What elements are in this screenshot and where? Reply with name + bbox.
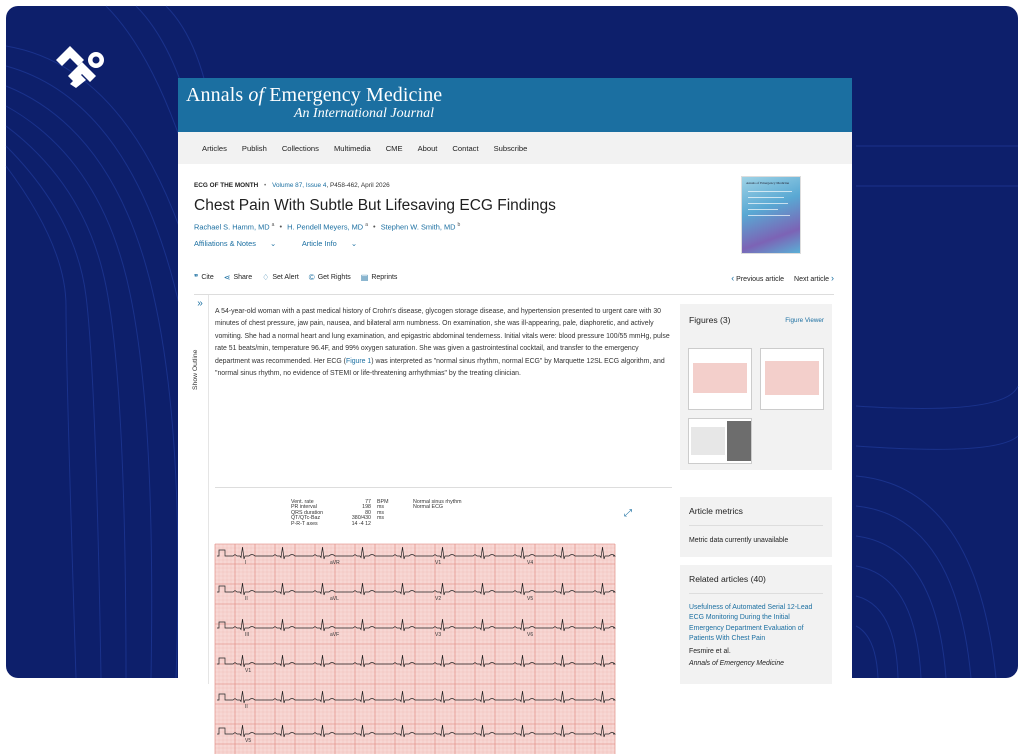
- ecg-measure-labels: [291, 500, 323, 527]
- affiliations-toggle[interactable]: [194, 239, 288, 248]
- ecg-lead-label: I: [245, 560, 247, 566]
- author-affiliation-mark: b: [457, 222, 461, 228]
- thumbnail-image: [727, 421, 751, 461]
- cover-line: [748, 203, 788, 204]
- ecg-lead-label: aVR: [330, 560, 340, 566]
- article-section: ECG OF THE MONTH: [194, 182, 259, 189]
- volume-link[interactable]: Volume 87, Issue 4: [272, 182, 327, 189]
- author-link[interactable]: Stephen W. Smith, MD: [380, 222, 456, 232]
- nav-cme[interactable]: CME: [385, 143, 403, 153]
- ecg-value: 14 -4 12: [351, 520, 371, 527]
- ecg-figure[interactable]: [215, 500, 635, 750]
- chevron-right-icon: ›: [831, 273, 834, 283]
- nav-collections[interactable]: Collections: [281, 143, 319, 153]
- figure-thumbnail[interactable]: [688, 348, 752, 410]
- thumbnail-ecg: [765, 361, 819, 395]
- article-content: [178, 164, 852, 744]
- journal-title-part2: Emergency Medicine: [264, 84, 443, 106]
- abstract-text: A 54-year-old woman with a past medical history of Crohn's disease, glycogen storage disease, and hypertension presented to urgent care with 30 minutes of chest pressure, jaw pain, nausea, and bilateral arm numbness. On examination, she was ill-appearing, pale, diaphoretic, and actively vomiting. She had a normal heart and lung examination, and epigastric abdominal tenderness. Initial vitals were: blood pressure 100/55 mmHg, pulse rate 51 beats/min, temperature 96.4F, and 99% oxygen saturation. She was given a gastrointestinal cocktail, and transfer to the emergency department was recommended. Her ECG (: [215, 308, 670, 365]
- ecg-lead-label: II: [245, 704, 248, 710]
- figure-thumbnail[interactable]: [688, 418, 752, 464]
- quote-icon: ❞: [194, 273, 199, 282]
- share-button[interactable]: [224, 273, 252, 282]
- abstract-text-continued: ) was interpreted as "normal sinus rhythm, normal ECG" by Marquette 12SL ECG algorithm, and "normal sinus rhythm, no evidence of STEMI or life-threatening arrhythmias" by the treating clinician.: [215, 357, 665, 378]
- ecg-lead-label: V3: [435, 632, 442, 638]
- ecg-unit: ms: [377, 504, 385, 511]
- ecg-interpretation-line: Normal sinus rhythm: [413, 499, 462, 505]
- ecg-interpretation: [413, 500, 462, 511]
- toolbar-divider: [194, 294, 834, 295]
- cover-line: [748, 191, 792, 192]
- figures-title: Figures (3): [689, 315, 731, 325]
- cite-label: Cite: [201, 274, 214, 281]
- outline-divider: [208, 295, 209, 684]
- cover-title-part2: Emergency Medicine: [759, 181, 790, 185]
- nav-publish[interactable]: Publish: [241, 143, 267, 153]
- set-alert-label: Set Alert: [272, 274, 299, 281]
- article-pagination: [731, 273, 834, 283]
- cover-line: [748, 197, 784, 198]
- author-separator: •: [279, 222, 283, 232]
- journal-title-part1: Annals: [186, 84, 249, 106]
- ecg-lead-label: V5: [527, 596, 534, 602]
- ecg-label: PR interval: [291, 504, 317, 511]
- journal-page: [178, 78, 852, 744]
- next-label: Next article: [794, 276, 830, 283]
- author-affiliation-mark: a: [271, 222, 275, 228]
- figure-1-link[interactable]: Figure 1: [345, 357, 372, 365]
- related-divider: [689, 593, 823, 594]
- chevron-down-icon: ⌄: [350, 239, 358, 248]
- metrics-divider: [689, 525, 823, 526]
- author-link[interactable]: H. Pendell Meyers, MD: [287, 222, 364, 232]
- ecg-unit: BPM: [377, 499, 389, 505]
- ecg-measure-units: [377, 500, 388, 522]
- ecg-lead-label: III: [245, 632, 250, 638]
- affiliations-label: Affiliations & Notes: [194, 239, 256, 248]
- expand-icon[interactable]: ⤢: [624, 508, 632, 519]
- previous-article-link[interactable]: [731, 273, 784, 283]
- ecg-tracing: [215, 544, 615, 754]
- article-title: Chest Pain With Subtle But Lifesaving ECG Findings: [194, 197, 556, 214]
- set-alert-button[interactable]: [262, 273, 299, 282]
- show-outline-toggle[interactable]: [192, 298, 208, 478]
- chevron-down-icon: ⌄: [269, 239, 277, 248]
- article-info-label: Article Info: [301, 239, 337, 248]
- cover-line: [748, 215, 790, 216]
- ecg-lead-label: aVL: [330, 596, 339, 602]
- brand-logo-icon: [50, 44, 108, 88]
- metrics-title: Article metrics: [689, 506, 743, 516]
- cover-title-of: of: [756, 181, 760, 185]
- related-article-link[interactable]: Usefulness of Automated Serial 12-Lead ECG Monitoring During the Initial Emergency Department Evaluation of Patients With Chest Pain: [689, 604, 813, 643]
- author-separator: •: [373, 222, 376, 232]
- nav-multimedia[interactable]: Multimedia: [333, 143, 371, 153]
- next-article-link[interactable]: [794, 273, 834, 283]
- ecg-value: 380/430: [351, 515, 371, 522]
- reprints-button[interactable]: [361, 273, 398, 282]
- article-pages: , P458-462, April 2026: [326, 182, 390, 189]
- author-link[interactable]: Rachael S. Hamm, MD: [194, 222, 270, 232]
- abstract-divider: [215, 487, 672, 488]
- ecg-value: 198: [362, 504, 371, 511]
- nav-about[interactable]: About: [417, 143, 438, 153]
- ecg-label: Vent. rate: [291, 499, 314, 505]
- ecg-unit: ms: [377, 509, 385, 516]
- cover-title-part1: Annals: [746, 181, 757, 185]
- ecg-value: 77: [365, 499, 371, 505]
- figure-thumbnail[interactable]: [760, 348, 824, 410]
- ecg-interpretation-line: Normal ECG: [413, 504, 444, 511]
- ecg-lead-label: V2: [435, 596, 442, 602]
- document-icon: ▤: [360, 273, 369, 282]
- ecg-unit: ms: [377, 515, 385, 522]
- chevron-left-icon: ‹: [731, 273, 735, 283]
- ecg-value: 80: [365, 509, 371, 516]
- cover-title: [746, 181, 789, 185]
- nav-articles[interactable]: Articles: [202, 143, 227, 153]
- ecg-lead-label: V1: [435, 560, 442, 566]
- thumbnail-ecg: [691, 427, 725, 455]
- related-articles-panel: [680, 565, 832, 684]
- masthead: [178, 78, 852, 132]
- ecg-measure-values: [341, 500, 371, 527]
- ecg-lead-label: II: [245, 596, 248, 602]
- thumbnail-ecg: [693, 363, 747, 393]
- ecg-label: P-R-T axes: [291, 520, 318, 527]
- cover-line: [748, 209, 778, 210]
- share-label: Share: [233, 274, 253, 281]
- copyright-icon: ©: [308, 273, 315, 282]
- figure-viewer-link[interactable]: Figure Viewer: [785, 317, 824, 324]
- journal-title[interactable]: [186, 84, 442, 107]
- journal-subtitle: An International Journal: [294, 106, 434, 121]
- figures-panel: [680, 304, 832, 470]
- article-metrics-panel: [680, 497, 832, 557]
- article-info-toggle[interactable]: [302, 239, 369, 248]
- author-affiliation-mark: a: [365, 222, 368, 228]
- get-rights-button[interactable]: [309, 273, 351, 282]
- ecg-label: QT/QTc-Baz: [291, 515, 321, 522]
- article-kicker: [194, 182, 390, 189]
- ecg-major-grid: [215, 544, 615, 754]
- ecg-lead-label: V5: [245, 738, 252, 744]
- reprints-label: Reprints: [371, 274, 398, 281]
- ecg-lead-label: aVF: [330, 632, 340, 638]
- nav-contact[interactable]: Contact: [452, 143, 479, 153]
- get-rights-label: Get Rights: [317, 274, 351, 281]
- ecg-lead-label: V1: [245, 668, 252, 674]
- article-meta-links: [194, 239, 381, 248]
- journal-title-of: of: [248, 84, 265, 106]
- author-list: [194, 222, 460, 231]
- show-outline-label: Show Outline: [192, 349, 199, 390]
- bell-icon: ♢: [262, 273, 270, 282]
- main-nav: [178, 132, 852, 164]
- ecg-lead-label: V6: [527, 632, 534, 638]
- related-article-meta: [689, 646, 784, 670]
- share-icon: ⋖: [223, 273, 231, 282]
- article-abstract: [215, 306, 672, 380]
- related-author: Fesmire et al.: [689, 648, 731, 655]
- related-journal: Annals of Emergency Medicine: [689, 660, 784, 667]
- kicker-separator: •: [264, 182, 267, 189]
- previous-label: Previous article: [736, 276, 785, 283]
- related-title: Related articles (40): [689, 574, 766, 584]
- nav-subscribe[interactable]: Subscribe: [493, 143, 528, 153]
- article-toolbar: [194, 273, 397, 282]
- double-chevron-right-icon: »: [197, 298, 203, 309]
- journal-cover-thumbnail[interactable]: [741, 176, 801, 254]
- metrics-text: Metric data currently unavailable: [689, 537, 789, 544]
- ecg-label: QRS duration: [291, 509, 324, 516]
- cite-button[interactable]: [194, 273, 214, 282]
- ecg-lead-label: V4: [527, 560, 534, 566]
